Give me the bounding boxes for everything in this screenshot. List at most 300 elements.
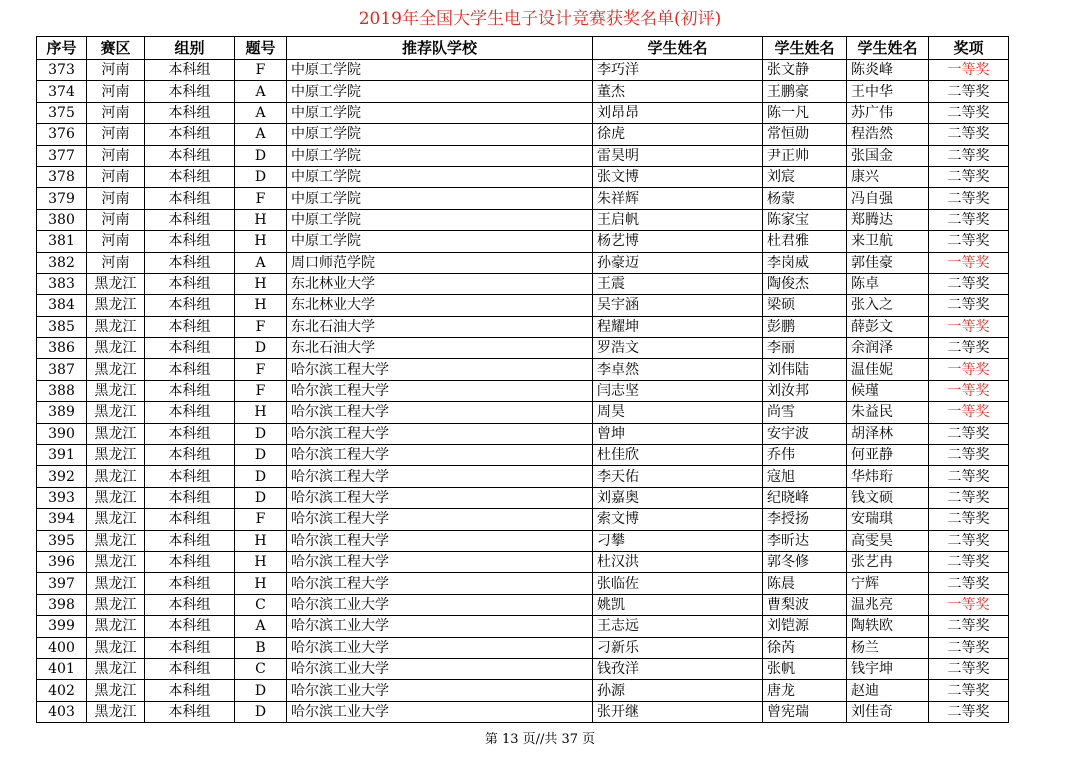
cell-problem: H (235, 273, 287, 294)
table-row (37, 530, 1009, 551)
table-row (37, 252, 1009, 273)
cell-award: 二等奖 (929, 658, 1009, 679)
cell-no: 376 (37, 124, 87, 145)
cell-problem: D (235, 445, 287, 466)
table-row (37, 231, 1009, 252)
cell-student-1: 孙源 (593, 680, 763, 701)
header-no: 序号 (37, 37, 87, 60)
table-row (37, 295, 1009, 316)
cell-group: 本科组 (145, 60, 235, 81)
cell-region: 黑龙江 (87, 402, 145, 423)
cell-student-3: 温佳妮 (847, 359, 929, 380)
cell-region: 黑龙江 (87, 509, 145, 530)
table-row (37, 616, 1009, 637)
cell-award: 二等奖 (929, 338, 1009, 359)
table-row (37, 701, 1009, 722)
cell-group: 本科组 (145, 359, 235, 380)
cell-group: 本科组 (145, 273, 235, 294)
cell-school: 中原工学院 (287, 102, 593, 123)
cell-student-2: 陈晨 (763, 573, 847, 594)
table-row (37, 637, 1009, 658)
cell-region: 黑龙江 (87, 616, 145, 637)
cell-problem: A (235, 616, 287, 637)
cell-student-2: 纪晓峰 (763, 487, 847, 508)
cell-school: 东北林业大学 (287, 273, 593, 294)
cell-student-2: 李昕达 (763, 530, 847, 551)
cell-student-2: 王鹏豪 (763, 81, 847, 102)
cell-group: 本科组 (145, 124, 235, 145)
cell-group: 本科组 (145, 166, 235, 187)
cell-school: 哈尔滨工程大学 (287, 573, 593, 594)
cell-region: 黑龙江 (87, 466, 145, 487)
cell-school: 周口师范学院 (287, 252, 593, 273)
cell-award: 二等奖 (929, 273, 1009, 294)
table-row (37, 338, 1009, 359)
cell-group: 本科组 (145, 145, 235, 166)
cell-school: 中原工学院 (287, 188, 593, 209)
cell-student-1: 董杰 (593, 81, 763, 102)
cell-student-2: 陈家宝 (763, 209, 847, 230)
cell-no: 379 (37, 188, 87, 209)
cell-school: 东北林业大学 (287, 295, 593, 316)
cell-school: 哈尔滨工业大学 (287, 701, 593, 722)
cell-student-2: 张文静 (763, 60, 847, 81)
cell-problem: H (235, 209, 287, 230)
cell-region: 黑龙江 (87, 445, 145, 466)
cell-group: 本科组 (145, 680, 235, 701)
cell-region: 河南 (87, 188, 145, 209)
cell-group: 本科组 (145, 466, 235, 487)
cell-no: 400 (37, 637, 87, 658)
cell-school: 哈尔滨工程大学 (287, 509, 593, 530)
page-footer: 第 13 页//共 37 页 (484, 732, 596, 747)
award-table (36, 36, 1009, 723)
cell-student-1: 吴宇涵 (593, 295, 763, 316)
cell-award: 一等奖 (929, 380, 1009, 401)
cell-student-1: 刘嘉奥 (593, 487, 763, 508)
cell-group: 本科组 (145, 338, 235, 359)
cell-group: 本科组 (145, 573, 235, 594)
cell-group: 本科组 (145, 231, 235, 252)
cell-problem: C (235, 594, 287, 615)
cell-group: 本科组 (145, 295, 235, 316)
cell-no: 374 (37, 81, 87, 102)
cell-problem: H (235, 530, 287, 551)
cell-problem: A (235, 124, 287, 145)
cell-school: 中原工学院 (287, 124, 593, 145)
cell-region: 黑龙江 (87, 487, 145, 508)
cell-region: 黑龙江 (87, 273, 145, 294)
cell-region: 河南 (87, 166, 145, 187)
cell-student-3: 郭佳豪 (847, 252, 929, 273)
cell-award: 二等奖 (929, 680, 1009, 701)
cell-student-2: 常恒勋 (763, 124, 847, 145)
cell-student-2: 刘汝邦 (763, 380, 847, 401)
cell-problem: H (235, 402, 287, 423)
cell-no: 387 (37, 359, 87, 380)
cell-school: 中原工学院 (287, 166, 593, 187)
table-row (37, 402, 1009, 423)
cell-award: 一等奖 (929, 359, 1009, 380)
cell-award: 二等奖 (929, 102, 1009, 123)
cell-student-1: 钱孜洋 (593, 658, 763, 679)
cell-award: 二等奖 (929, 209, 1009, 230)
cell-school: 中原工学院 (287, 81, 593, 102)
cell-problem: H (235, 231, 287, 252)
table-row (37, 380, 1009, 401)
cell-student-1: 雷昊明 (593, 145, 763, 166)
cell-student-2: 寇旭 (763, 466, 847, 487)
cell-region: 黑龙江 (87, 637, 145, 658)
table-row (37, 680, 1009, 701)
cell-student-1: 曾坤 (593, 423, 763, 444)
cell-region: 河南 (87, 145, 145, 166)
cell-problem: F (235, 509, 287, 530)
cell-problem: B (235, 637, 287, 658)
cell-region: 河南 (87, 102, 145, 123)
cell-student-3: 杨兰 (847, 637, 929, 658)
cell-no: 392 (37, 466, 87, 487)
cell-region: 黑龙江 (87, 338, 145, 359)
cell-problem: F (235, 359, 287, 380)
cell-no: 389 (37, 402, 87, 423)
cell-student-3: 钱文硕 (847, 487, 929, 508)
cell-problem: D (235, 487, 287, 508)
cell-student-2: 安宇波 (763, 423, 847, 444)
cell-school: 哈尔滨工程大学 (287, 380, 593, 401)
cell-student-3: 张入之 (847, 295, 929, 316)
header-student-1: 学生姓名 (593, 37, 763, 60)
cell-group: 本科组 (145, 102, 235, 123)
cell-region: 河南 (87, 124, 145, 145)
cell-student-1: 刁新乐 (593, 637, 763, 658)
cell-problem: D (235, 701, 287, 722)
table-row (37, 145, 1009, 166)
cell-no: 399 (37, 616, 87, 637)
cell-region: 黑龙江 (87, 680, 145, 701)
cell-student-1: 朱祥辉 (593, 188, 763, 209)
cell-school: 哈尔滨工业大学 (287, 637, 593, 658)
cell-school: 哈尔滨工程大学 (287, 445, 593, 466)
cell-student-2: 张帆 (763, 658, 847, 679)
cell-student-1: 杜汉洪 (593, 551, 763, 572)
cell-problem: F (235, 60, 287, 81)
cell-student-2: 曹梨波 (763, 594, 847, 615)
cell-student-3: 余润泽 (847, 338, 929, 359)
table-row (37, 551, 1009, 572)
table-row (37, 359, 1009, 380)
cell-student-3: 华炜珩 (847, 466, 929, 487)
cell-no: 390 (37, 423, 87, 444)
cell-student-2: 杜君雅 (763, 231, 847, 252)
cell-award: 二等奖 (929, 509, 1009, 530)
cell-region: 黑龙江 (87, 530, 145, 551)
cell-student-3: 康兴 (847, 166, 929, 187)
header-student-2: 学生姓名 (763, 37, 847, 60)
cell-award: 一等奖 (929, 60, 1009, 81)
cell-group: 本科组 (145, 209, 235, 230)
cell-school: 中原工学院 (287, 231, 593, 252)
cell-student-3: 何亚静 (847, 445, 929, 466)
cell-student-3: 陈炎峰 (847, 60, 929, 81)
cell-group: 本科组 (145, 316, 235, 337)
table-row (37, 658, 1009, 679)
cell-no: 377 (37, 145, 87, 166)
header-student-3: 学生姓名 (847, 37, 929, 60)
cell-school: 哈尔滨工程大学 (287, 466, 593, 487)
cell-student-3: 赵迪 (847, 680, 929, 701)
cell-no: 378 (37, 166, 87, 187)
table-row (37, 316, 1009, 337)
cell-student-1: 张临佐 (593, 573, 763, 594)
cell-problem: D (235, 423, 287, 444)
cell-school: 哈尔滨工程大学 (287, 359, 593, 380)
cell-student-1: 刁攀 (593, 530, 763, 551)
cell-student-3: 郑腾达 (847, 209, 929, 230)
cell-student-3: 高雯昊 (847, 530, 929, 551)
cell-no: 383 (37, 273, 87, 294)
cell-no: 375 (37, 102, 87, 123)
cell-award: 二等奖 (929, 231, 1009, 252)
table-row (37, 466, 1009, 487)
cell-group: 本科组 (145, 402, 235, 423)
cell-problem: H (235, 551, 287, 572)
table-row (37, 594, 1009, 615)
cell-group: 本科组 (145, 530, 235, 551)
cell-region: 黑龙江 (87, 423, 145, 444)
cell-student-3: 苏广伟 (847, 102, 929, 123)
table-row (37, 81, 1009, 102)
cell-school: 哈尔滨工程大学 (287, 423, 593, 444)
cell-student-1: 李卓然 (593, 359, 763, 380)
cell-student-3: 陈卓 (847, 273, 929, 294)
cell-student-2: 郭冬修 (763, 551, 847, 572)
cell-group: 本科组 (145, 701, 235, 722)
cell-award: 二等奖 (929, 295, 1009, 316)
cell-problem: D (235, 338, 287, 359)
cell-school: 哈尔滨工程大学 (287, 487, 593, 508)
cell-problem: C (235, 658, 287, 679)
cell-student-1: 刘昂昂 (593, 102, 763, 123)
cell-problem: F (235, 188, 287, 209)
document-title: 2019年全国大学生电子设计竞赛获奖名单(初评) (358, 9, 722, 29)
cell-student-2: 曾宪瑞 (763, 701, 847, 722)
cell-student-2: 尹正帅 (763, 145, 847, 166)
cell-award: 二等奖 (929, 487, 1009, 508)
cell-region: 黑龙江 (87, 573, 145, 594)
cell-student-2: 刘宸 (763, 166, 847, 187)
cell-group: 本科组 (145, 445, 235, 466)
cell-no: 402 (37, 680, 87, 701)
cell-no: 384 (37, 295, 87, 316)
cell-problem: D (235, 466, 287, 487)
cell-student-1: 杨艺博 (593, 231, 763, 252)
cell-student-2: 李丽 (763, 338, 847, 359)
cell-region: 黑龙江 (87, 551, 145, 572)
cell-student-3: 安瑞琪 (847, 509, 929, 530)
cell-student-1: 孙豪迈 (593, 252, 763, 273)
cell-student-3: 来卫航 (847, 231, 929, 252)
cell-award: 二等奖 (929, 466, 1009, 487)
cell-no: 398 (37, 594, 87, 615)
cell-award: 二等奖 (929, 530, 1009, 551)
cell-problem: H (235, 295, 287, 316)
cell-school: 哈尔滨工程大学 (287, 530, 593, 551)
cell-group: 本科组 (145, 188, 235, 209)
cell-no: 388 (37, 380, 87, 401)
cell-no: 395 (37, 530, 87, 551)
table-row (37, 166, 1009, 187)
cell-problem: D (235, 680, 287, 701)
cell-school: 哈尔滨工程大学 (287, 402, 593, 423)
cell-award: 一等奖 (929, 594, 1009, 615)
cell-student-2: 尚雪 (763, 402, 847, 423)
cell-student-1: 李天佑 (593, 466, 763, 487)
cell-region: 黑龙江 (87, 316, 145, 337)
cell-school: 哈尔滨工程大学 (287, 551, 593, 572)
cell-group: 本科组 (145, 252, 235, 273)
cell-student-1: 周昊 (593, 402, 763, 423)
cell-group: 本科组 (145, 551, 235, 572)
cell-group: 本科组 (145, 509, 235, 530)
cell-student-3: 程浩然 (847, 124, 929, 145)
cell-school: 哈尔滨工业大学 (287, 658, 593, 679)
cell-problem: A (235, 252, 287, 273)
cell-student-2: 徐芮 (763, 637, 847, 658)
cell-award: 二等奖 (929, 423, 1009, 444)
cell-no: 396 (37, 551, 87, 572)
cell-school: 哈尔滨工业大学 (287, 616, 593, 637)
cell-region: 黑龙江 (87, 359, 145, 380)
cell-student-3: 胡泽林 (847, 423, 929, 444)
cell-no: 391 (37, 445, 87, 466)
cell-student-2: 乔伟 (763, 445, 847, 466)
cell-student-1: 索文博 (593, 509, 763, 530)
cell-no: 380 (37, 209, 87, 230)
header-region: 赛区 (87, 37, 145, 60)
cell-problem: A (235, 102, 287, 123)
cell-award: 二等奖 (929, 573, 1009, 594)
cell-student-1: 徐虎 (593, 124, 763, 145)
cell-student-2: 李授扬 (763, 509, 847, 530)
cell-student-1: 姚凯 (593, 594, 763, 615)
cell-student-3: 钱宇坤 (847, 658, 929, 679)
cell-school: 中原工学院 (287, 60, 593, 81)
cell-no: 403 (37, 701, 87, 722)
header-award: 奖项 (929, 37, 1009, 60)
table-row (37, 445, 1009, 466)
cell-student-1: 李巧洋 (593, 60, 763, 81)
cell-group: 本科组 (145, 594, 235, 615)
cell-student-1: 程耀坤 (593, 316, 763, 337)
cell-problem: A (235, 81, 287, 102)
cell-region: 黑龙江 (87, 295, 145, 316)
cell-no: 386 (37, 338, 87, 359)
cell-student-1: 张开继 (593, 701, 763, 722)
cell-award: 二等奖 (929, 188, 1009, 209)
header-group: 组别 (145, 37, 235, 60)
cell-student-1: 闫志坚 (593, 380, 763, 401)
table-row (37, 509, 1009, 530)
cell-student-3: 张国金 (847, 145, 929, 166)
cell-student-2: 刘铠源 (763, 616, 847, 637)
cell-student-1: 王启帆 (593, 209, 763, 230)
cell-student-2: 唐龙 (763, 680, 847, 701)
cell-problem: D (235, 145, 287, 166)
cell-student-3: 刘佳奇 (847, 701, 929, 722)
cell-region: 黑龙江 (87, 701, 145, 722)
table-row (37, 573, 1009, 594)
cell-award: 二等奖 (929, 145, 1009, 166)
cell-school: 中原工学院 (287, 145, 593, 166)
cell-award: 二等奖 (929, 445, 1009, 466)
cell-region: 黑龙江 (87, 594, 145, 615)
cell-school: 东北石油大学 (287, 338, 593, 359)
cell-region: 河南 (87, 60, 145, 81)
cell-award: 一等奖 (929, 402, 1009, 423)
cell-school: 东北石油大学 (287, 316, 593, 337)
cell-school: 中原工学院 (287, 209, 593, 230)
cell-problem: F (235, 380, 287, 401)
cell-no: 397 (37, 573, 87, 594)
cell-problem: H (235, 573, 287, 594)
cell-student-2: 李岗威 (763, 252, 847, 273)
cell-student-1: 杜佳欣 (593, 445, 763, 466)
cell-school: 哈尔滨工业大学 (287, 680, 593, 701)
table-row (37, 188, 1009, 209)
table-row (37, 124, 1009, 145)
cell-group: 本科组 (145, 658, 235, 679)
cell-award: 二等奖 (929, 616, 1009, 637)
header-school: 推荐队学校 (287, 37, 593, 60)
cell-region: 黑龙江 (87, 380, 145, 401)
cell-student-2: 陶俊杰 (763, 273, 847, 294)
cell-student-3: 陶轶欧 (847, 616, 929, 637)
header-problem: 题号 (235, 37, 287, 60)
cell-student-3: 王中华 (847, 81, 929, 102)
cell-problem: D (235, 166, 287, 187)
table-row (37, 102, 1009, 123)
cell-no: 394 (37, 509, 87, 530)
cell-student-3: 薛彭文 (847, 316, 929, 337)
cell-no: 373 (37, 60, 87, 81)
cell-group: 本科组 (145, 487, 235, 508)
cell-problem: F (235, 316, 287, 337)
cell-student-3: 候瑾 (847, 380, 929, 401)
table-header-row (37, 37, 1009, 60)
cell-student-2: 彭鹏 (763, 316, 847, 337)
cell-group: 本科组 (145, 637, 235, 658)
cell-school: 哈尔滨工业大学 (287, 594, 593, 615)
cell-award: 二等奖 (929, 551, 1009, 572)
cell-award: 二等奖 (929, 637, 1009, 658)
table-row (37, 209, 1009, 230)
cell-region: 河南 (87, 81, 145, 102)
cell-group: 本科组 (145, 616, 235, 637)
cell-region: 河南 (87, 252, 145, 273)
cell-region: 黑龙江 (87, 658, 145, 679)
table-row (37, 423, 1009, 444)
cell-no: 401 (37, 658, 87, 679)
table-row (37, 273, 1009, 294)
cell-student-2: 梁硕 (763, 295, 847, 316)
cell-student-3: 温兆亮 (847, 594, 929, 615)
cell-region: 河南 (87, 231, 145, 252)
cell-student-3: 张艺冉 (847, 551, 929, 572)
cell-region: 河南 (87, 209, 145, 230)
table-row (37, 60, 1009, 81)
cell-award: 二等奖 (929, 81, 1009, 102)
